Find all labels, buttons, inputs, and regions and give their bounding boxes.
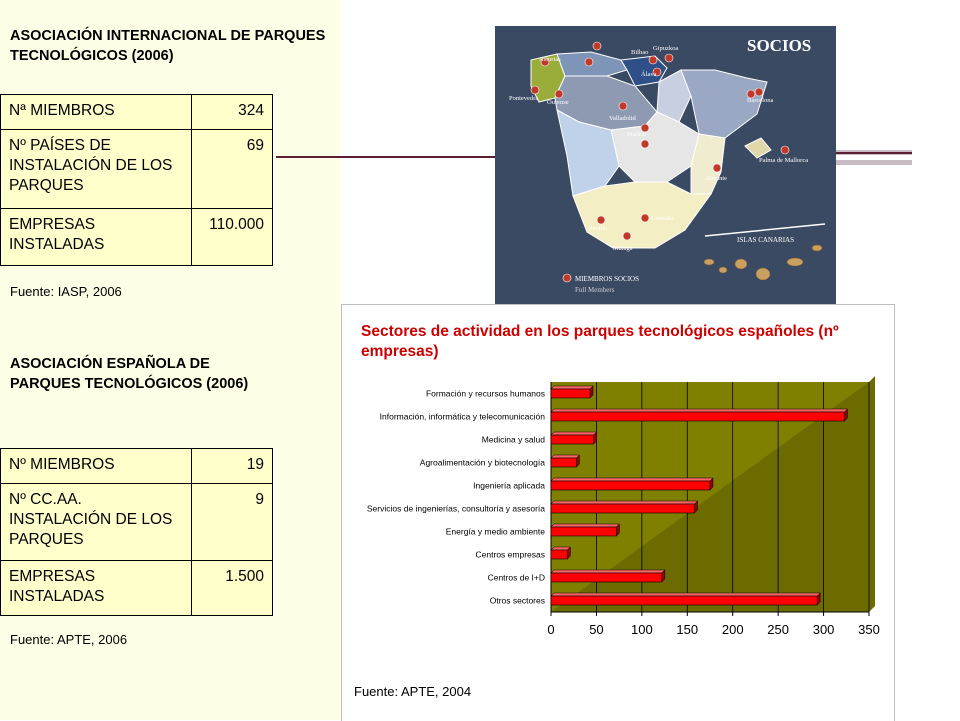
category-label: Ingeniería aplicada (473, 480, 545, 491)
row-label: Nª MIEMBROS (1, 95, 192, 130)
row-value: 110.000 (192, 209, 273, 266)
bar-top (551, 524, 619, 527)
chart-source: Fuente: APTE, 2004 (354, 684, 472, 699)
bar-top (551, 501, 698, 504)
table-row (1, 561, 273, 616)
city-label: Granada (651, 215, 674, 222)
bar-top (551, 455, 579, 458)
row-label: Nº CC.AA. INSTALACIÓN DE LOS PARQUES (1, 484, 192, 561)
x-tick-label: 50 (589, 622, 604, 637)
sectors-bar-chart (341, 370, 893, 670)
divider-line (276, 156, 496, 158)
table-row (1, 449, 273, 484)
bar (551, 458, 576, 467)
category-label: Centros empresas (475, 549, 545, 560)
apte-source: Fuente: APTE, 2006 (10, 632, 128, 647)
x-tick-labels (547, 622, 879, 637)
iasp-title: ASOCIACIÓN INTERNACIONAL DE PARQUES TECNOLÓGICOS (2006) (10, 28, 326, 64)
bar-top (551, 478, 713, 481)
spain-members-map (495, 26, 836, 306)
row-value: 1.500 (192, 561, 273, 616)
apte-title: ASOCIACIÓN ESPAÑOLA DE PARQUES TECNOLÓGICOS (2006) (10, 356, 249, 392)
bar (551, 481, 710, 490)
city-label: Pontevedra (509, 95, 539, 102)
iasp-table (0, 94, 273, 266)
row-value: 9 (192, 484, 273, 561)
bar (551, 435, 594, 444)
city-label: Bilbao (631, 49, 649, 56)
legend-line1: MIEMBROS SOCIOS (575, 275, 639, 283)
islands-label: ISLAS CANARIAS (737, 236, 794, 244)
row-label: EMPRESAS INSTALADAS (1, 209, 192, 266)
x-tick-label: 100 (631, 622, 653, 637)
row-value: 19 (192, 449, 273, 484)
category-label: Energía y medio ambiente (445, 526, 545, 537)
city-label: Palma de Mallorca (759, 157, 809, 164)
category-label: Centros de I+D (487, 572, 545, 583)
decor-line (835, 152, 912, 154)
map-title: SOCIOS (747, 36, 812, 55)
bar-top (551, 593, 820, 596)
bar (551, 596, 817, 605)
legend-line2: Full Members (575, 286, 615, 294)
bar (551, 550, 567, 559)
x-tick-label: 0 (547, 622, 555, 637)
city-label: Álava (641, 71, 657, 78)
bar (551, 527, 616, 536)
x-tick-label: 150 (676, 622, 699, 637)
bar-top (551, 409, 847, 412)
category-label: Medicina y salud (481, 434, 545, 445)
category-label: Servicios de ingenierías, consultoría y asesoría (366, 503, 545, 514)
x-tick-label: 300 (812, 622, 835, 637)
category-labels (367, 389, 545, 606)
bar (551, 573, 662, 582)
city-label: Barcelona (747, 97, 774, 104)
city-label: Valladolid (609, 115, 636, 122)
category-label: Otros sectores (489, 595, 545, 606)
city-label: Sevilla (589, 225, 608, 232)
bar (551, 504, 695, 513)
iasp-source: Fuente: IASP, 2006 (10, 284, 122, 299)
bar (551, 412, 844, 421)
row-label: Nº PAÍSES DE INSTALACIÓN DE LOS PARQUES (1, 130, 192, 209)
city-label: Gipuzkoa (653, 45, 679, 52)
x-tick-label: 200 (721, 622, 744, 637)
row-value: 69 (192, 130, 273, 209)
bar-top (551, 386, 593, 389)
apte-table (0, 448, 273, 616)
table-row (1, 484, 273, 561)
bar-top (551, 432, 597, 435)
bar (551, 389, 590, 398)
decor-bar-bottom (835, 160, 912, 165)
city-label: Madrid (627, 131, 647, 138)
row-label: EMPRESAS INSTALADAS (1, 561, 192, 616)
table-row (1, 209, 273, 266)
category-label: Agroalimentación y biotecnología (419, 457, 545, 468)
row-label: Nº MIEMBROS (1, 449, 192, 484)
city-label: Alicante (705, 175, 728, 182)
bar-top (551, 570, 665, 573)
city-label: Málaga (613, 245, 633, 252)
chart-title: Sectores de actividad en los parques tecnológicos españoles (nº empresas) (361, 323, 839, 360)
legend-marker (563, 274, 571, 282)
table-row (1, 95, 273, 130)
category-label: Información, informática y telecomunicación (379, 411, 545, 422)
table-row (1, 130, 273, 209)
x-tick-label: 350 (858, 622, 880, 637)
city-label: Ourense (547, 99, 569, 106)
category-label: Formación y recursos humanos (425, 388, 545, 399)
city-label: Asturias (539, 56, 561, 63)
row-value: 324 (192, 95, 273, 130)
x-tick-label: 250 (767, 622, 789, 637)
